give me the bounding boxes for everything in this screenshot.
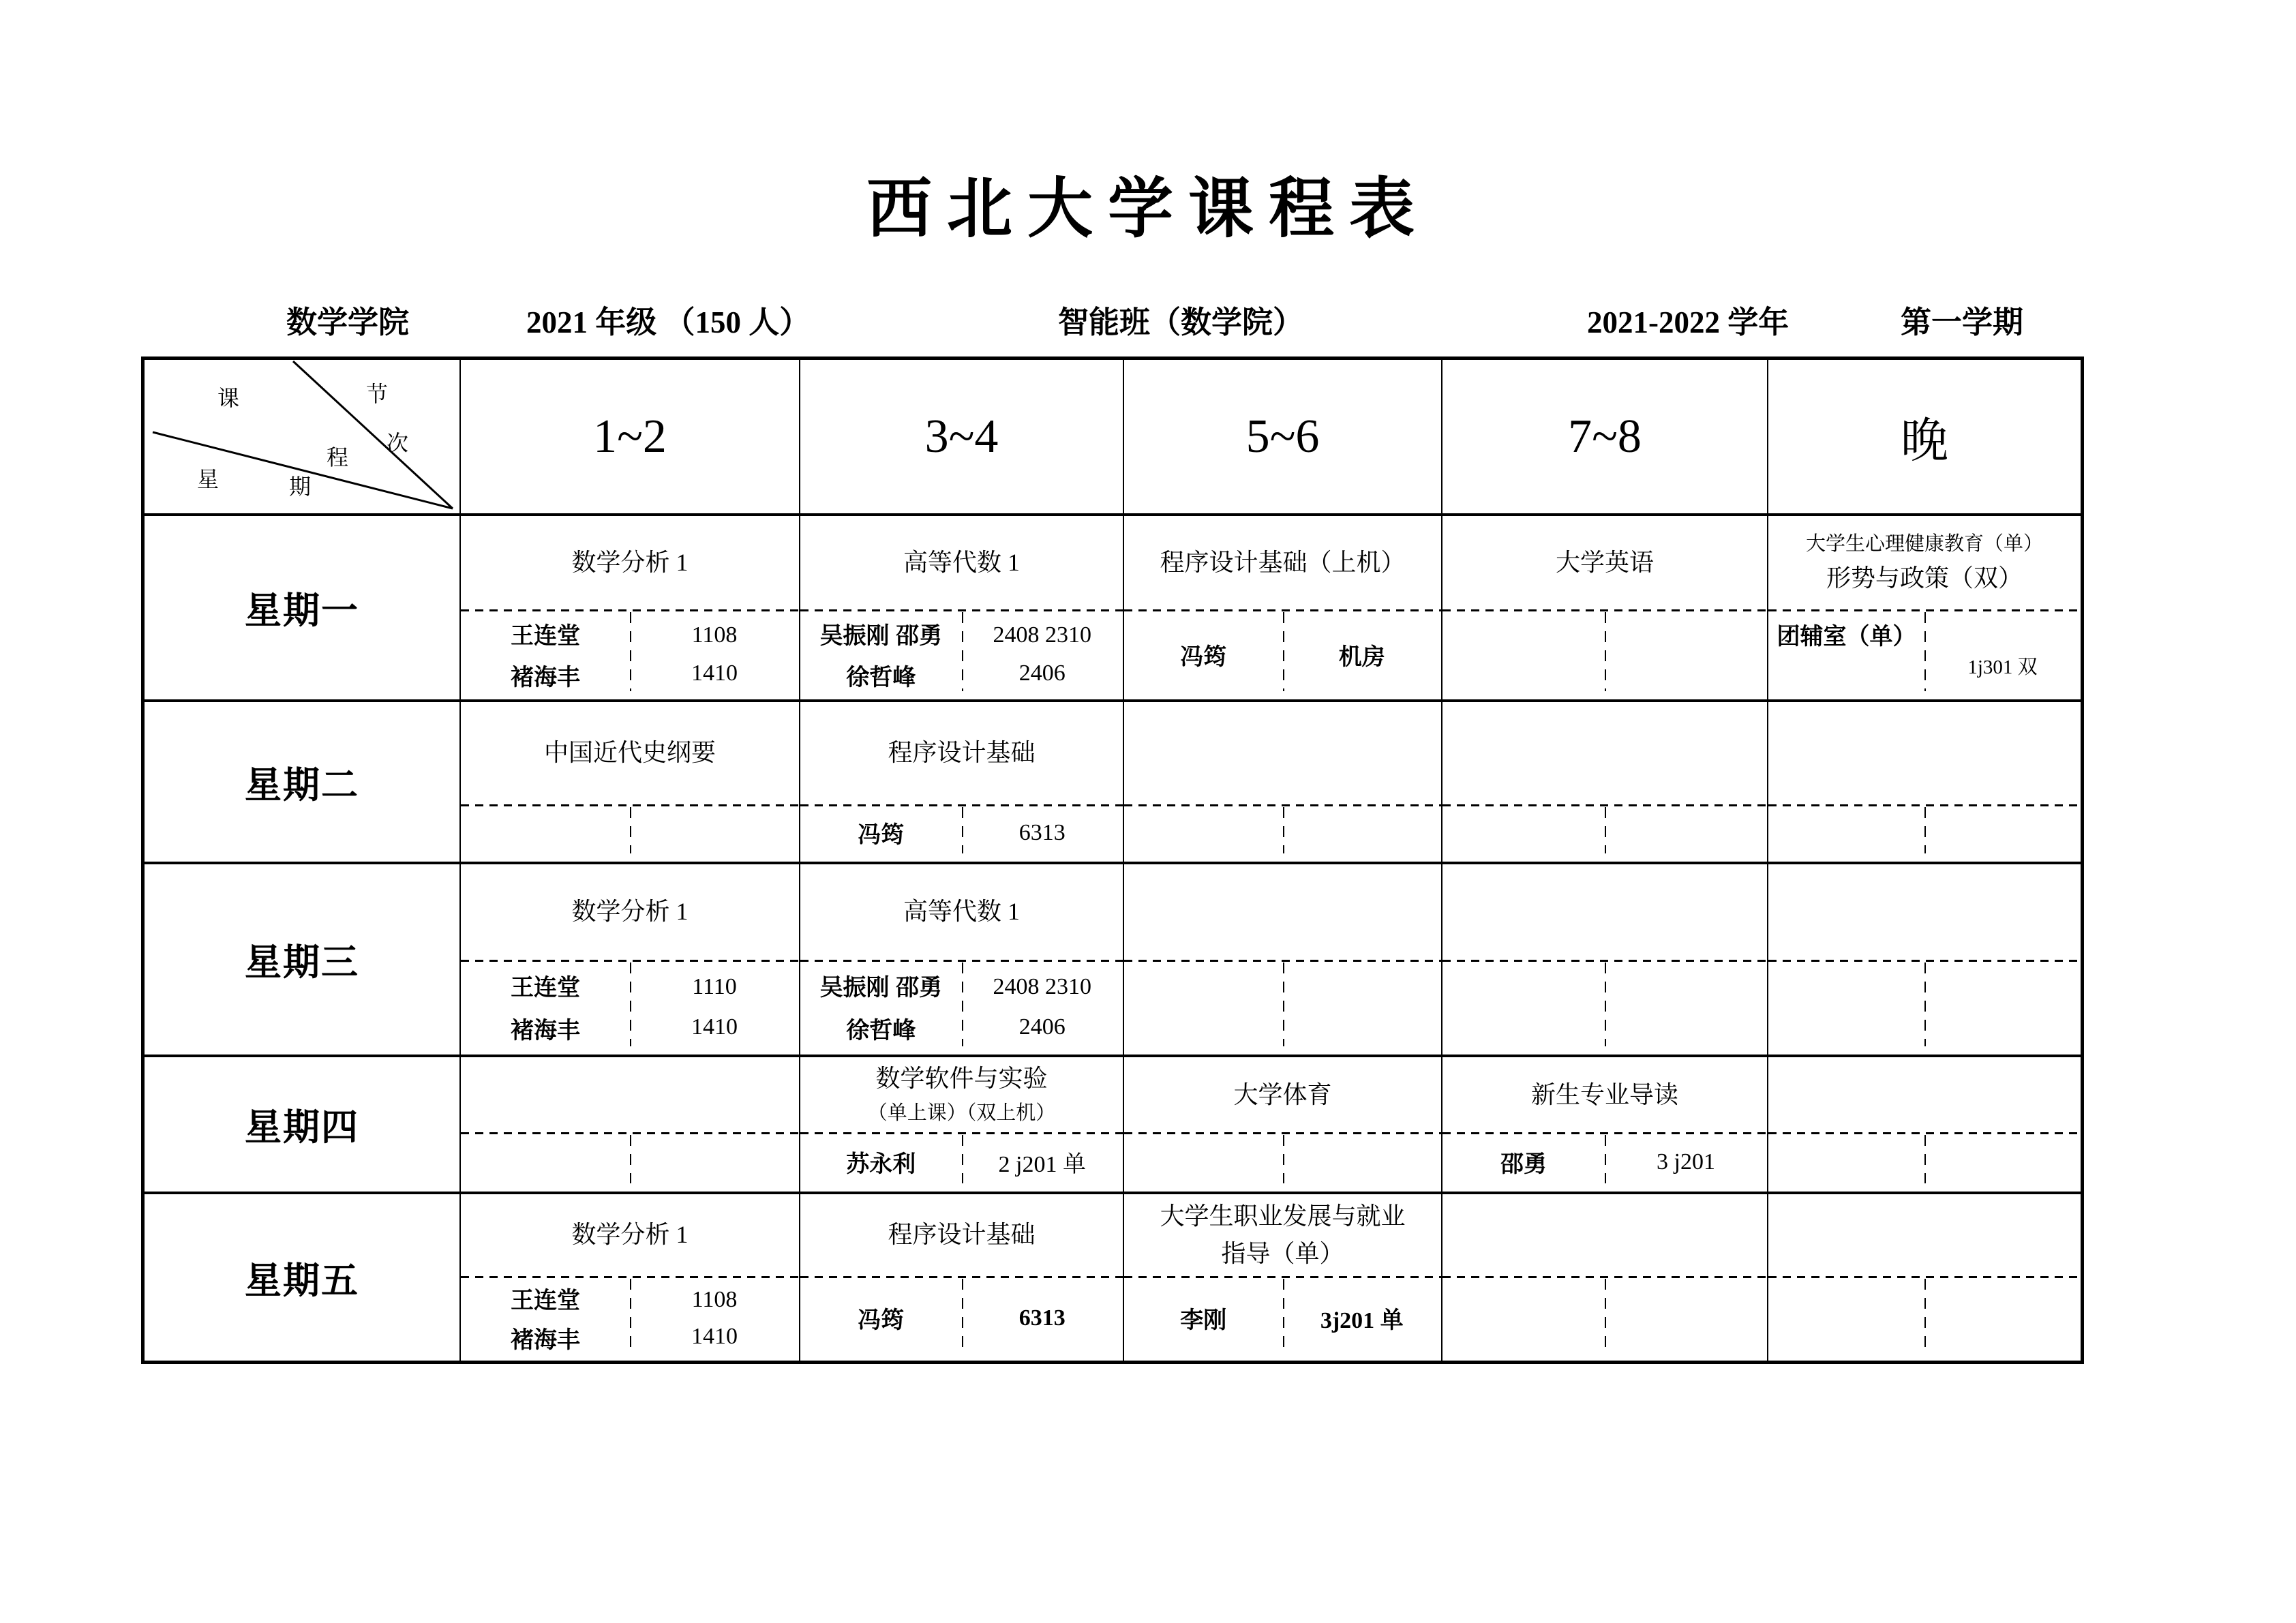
dashed-divider-vertical bbox=[962, 807, 963, 853]
teacher-column bbox=[1124, 804, 1283, 862]
cell-wednesday-evening bbox=[1767, 862, 2081, 1055]
teacher-column bbox=[1124, 1276, 1283, 1361]
course-name: （单上课）（双上机） bbox=[867, 1102, 1056, 1125]
teacher-column bbox=[461, 804, 630, 862]
corner-period-char-2: 次 bbox=[386, 431, 409, 455]
teacher-name: 冯筠 bbox=[858, 1307, 905, 1334]
room-column bbox=[1924, 804, 2081, 862]
course-name: 形势与政策（双） bbox=[1826, 564, 2023, 592]
course-area bbox=[1442, 1057, 1767, 1132]
teacher-name: 褚海丰 bbox=[511, 1018, 580, 1044]
teacher-room-area bbox=[800, 960, 1123, 1055]
room-column bbox=[962, 609, 1123, 699]
timetable-grid bbox=[141, 357, 2084, 1364]
teacher-column bbox=[461, 609, 630, 699]
room-label: 2408 2310 bbox=[993, 973, 1091, 999]
course-area bbox=[1768, 516, 2081, 609]
dashed-divider-vertical bbox=[1605, 612, 1606, 691]
room-label: 6313 bbox=[1018, 819, 1066, 845]
header-col-7-8: 7~8 bbox=[1441, 360, 1767, 513]
corner-period-char-1: 节 bbox=[365, 382, 389, 406]
dashed-divider-vertical bbox=[1283, 962, 1284, 1047]
dashed-divider-vertical bbox=[1924, 962, 1926, 1047]
room-column bbox=[630, 1276, 799, 1361]
cell-thursday-3-4 bbox=[799, 1055, 1123, 1192]
cell-wednesday-3-4 bbox=[799, 862, 1123, 1055]
teacher-name: 李刚 bbox=[1180, 1307, 1227, 1334]
dashed-divider-vertical bbox=[630, 1135, 631, 1183]
cell-tuesday-7-8 bbox=[1441, 699, 1767, 862]
course-area bbox=[800, 702, 1123, 804]
dashed-divider-vertical bbox=[1283, 807, 1284, 853]
teacher-name: 王连堂 bbox=[511, 1288, 580, 1314]
cell-tuesday-evening bbox=[1767, 699, 2081, 862]
teacher-column bbox=[461, 960, 630, 1055]
room-column bbox=[1283, 1276, 1442, 1361]
course-area bbox=[1124, 864, 1441, 960]
teacher-column bbox=[1768, 1132, 1924, 1192]
room-label: 1j301 双 bbox=[1967, 656, 2038, 679]
cell-thursday-1-2 bbox=[459, 1055, 799, 1192]
course-name: 大学生职业发展与就业 bbox=[1160, 1202, 1406, 1230]
cell-tuesday-1-2 bbox=[459, 699, 799, 862]
course-area bbox=[461, 1194, 799, 1276]
teacher-room-area bbox=[1124, 609, 1441, 699]
header-col-3-4: 3~4 bbox=[799, 360, 1123, 513]
teacher-room-area bbox=[461, 1276, 799, 1361]
course-name: 数学分析 1 bbox=[571, 898, 689, 926]
dashed-divider-vertical bbox=[1924, 1135, 1926, 1183]
cell-wednesday-5-6 bbox=[1123, 862, 1441, 1055]
teacher-name: 徐哲峰 bbox=[846, 1018, 916, 1044]
course-area bbox=[1768, 864, 2081, 960]
cell-friday-evening bbox=[1767, 1192, 2081, 1361]
cell-friday-5-6 bbox=[1123, 1192, 1441, 1361]
course-area bbox=[1442, 864, 1767, 960]
teacher-room-area bbox=[1442, 609, 1767, 699]
teacher-room-area bbox=[800, 609, 1123, 699]
header-col-evening: 晚 bbox=[1767, 360, 2081, 513]
dashed-divider-vertical bbox=[1605, 962, 1606, 1047]
room-label: 1110 bbox=[692, 973, 737, 999]
corner-week-char-1: 星 bbox=[196, 467, 220, 491]
teacher-name: 徐哲峰 bbox=[846, 664, 916, 691]
room-label: 3 j201 bbox=[1657, 1149, 1715, 1174]
course-area bbox=[800, 864, 1123, 960]
course-area bbox=[1768, 1057, 2081, 1132]
academic-year-label: 2021-2022 学年 bbox=[1587, 305, 1789, 339]
room-column bbox=[630, 804, 799, 862]
room-label: 机房 bbox=[1338, 644, 1385, 670]
teacher-room-area bbox=[1768, 1276, 2081, 1361]
cell-thursday-5-6 bbox=[1123, 1055, 1441, 1192]
course-area bbox=[1124, 702, 1441, 804]
course-area bbox=[1442, 702, 1767, 804]
course-name: 高等代数 1 bbox=[903, 549, 1020, 576]
cell-tuesday-5-6 bbox=[1123, 699, 1441, 862]
cell-monday-1-2 bbox=[459, 513, 799, 699]
cell-wednesday-7-8 bbox=[1441, 862, 1767, 1055]
course-area bbox=[800, 1194, 1123, 1276]
course-name: 新生专业导读 bbox=[1530, 1080, 1678, 1108]
room-label: 2406 bbox=[1018, 661, 1066, 686]
course-name: 数学软件与实验 bbox=[875, 1065, 1048, 1093]
cell-thursday-7-8 bbox=[1441, 1055, 1767, 1192]
dashed-divider-vertical bbox=[630, 612, 631, 691]
teacher-room-area bbox=[461, 1132, 799, 1192]
room-column bbox=[630, 609, 799, 699]
teacher-name: 冯筠 bbox=[1180, 643, 1227, 670]
dashed-divider-vertical bbox=[1283, 1279, 1284, 1352]
header-col-1-2: 1~2 bbox=[459, 360, 799, 513]
dashed-divider-vertical bbox=[1924, 807, 1926, 853]
course-name: 大学英语 bbox=[1555, 549, 1654, 576]
room-column bbox=[1924, 960, 2081, 1055]
cell-tuesday-3-4 bbox=[799, 699, 1123, 862]
course-name: 数学分析 1 bbox=[571, 549, 689, 576]
room-column bbox=[1924, 1132, 2081, 1192]
course-area bbox=[1442, 1194, 1767, 1276]
course-area bbox=[1124, 1194, 1441, 1276]
room-column bbox=[1605, 1276, 1767, 1361]
grade-label: 2021 年级 （150 人） bbox=[526, 305, 811, 339]
room-label: 2 j201 单 bbox=[998, 1152, 1086, 1178]
teacher-column bbox=[800, 804, 962, 862]
teacher-column bbox=[800, 1276, 962, 1361]
course-area bbox=[461, 516, 799, 609]
cell-friday-7-8 bbox=[1441, 1192, 1767, 1361]
course-name: 数学分析 1 bbox=[571, 1221, 689, 1249]
course-name: 程序设计基础（上机） bbox=[1160, 549, 1406, 576]
teacher-name: 王连堂 bbox=[511, 975, 580, 1001]
room-column bbox=[1605, 804, 1767, 862]
room-column bbox=[630, 1132, 799, 1192]
teacher-name: 吴振刚 邵勇 bbox=[819, 975, 942, 1001]
dashed-divider-vertical bbox=[1605, 807, 1606, 853]
teacher-room-area bbox=[800, 1276, 1123, 1361]
room-column bbox=[1924, 1276, 2081, 1361]
dashed-divider-vertical bbox=[962, 612, 963, 691]
teacher-column bbox=[1124, 609, 1283, 699]
room-column bbox=[1283, 960, 1442, 1055]
room-column bbox=[1283, 804, 1442, 862]
teacher-column bbox=[1768, 960, 1924, 1055]
course-area bbox=[461, 702, 799, 804]
teacher-name: 团辅室（单） bbox=[1777, 624, 1916, 650]
teacher-room-area bbox=[1442, 804, 1767, 862]
course-name: 指导（单） bbox=[1221, 1239, 1344, 1267]
corner-cell bbox=[145, 360, 459, 513]
cell-monday-7-8 bbox=[1441, 513, 1767, 699]
dashed-divider-vertical bbox=[1283, 612, 1284, 691]
course-area bbox=[461, 1057, 799, 1132]
cell-friday-1-2 bbox=[459, 1192, 799, 1361]
room-column bbox=[630, 960, 799, 1055]
teacher-column bbox=[1124, 1132, 1283, 1192]
room-label: 1108 bbox=[691, 1286, 738, 1312]
teacher-room-area bbox=[461, 609, 799, 699]
teacher-room-area bbox=[1124, 1132, 1441, 1192]
header-col-5-6: 5~6 bbox=[1123, 360, 1441, 513]
teacher-room-area bbox=[461, 960, 799, 1055]
room-label: 1410 bbox=[691, 1014, 738, 1040]
day-row-label-thursday: 星期四 bbox=[145, 1055, 459, 1192]
teacher-column bbox=[1768, 1276, 1924, 1361]
teacher-column bbox=[1442, 804, 1605, 862]
page-title: 西北大学课程表 bbox=[866, 172, 1430, 245]
course-area bbox=[1124, 516, 1441, 609]
course-name: 程序设计基础 bbox=[888, 739, 1036, 767]
day-row-label-wednesday: 星期三 bbox=[145, 862, 459, 1055]
teacher-name: 苏永利 bbox=[846, 1151, 916, 1178]
cell-wednesday-1-2 bbox=[459, 862, 799, 1055]
dashed-divider-vertical bbox=[1605, 1135, 1606, 1183]
dashed-divider-vertical bbox=[962, 962, 963, 1047]
room-column bbox=[1605, 1132, 1767, 1192]
dashed-divider-vertical bbox=[962, 1279, 963, 1352]
day-row-label-tuesday: 星期二 bbox=[145, 699, 459, 862]
course-name: 程序设计基础 bbox=[888, 1221, 1036, 1249]
dashed-divider-vertical bbox=[1924, 612, 1926, 691]
room-column bbox=[962, 960, 1123, 1055]
teacher-column bbox=[1768, 804, 1924, 862]
cell-monday-3-4 bbox=[799, 513, 1123, 699]
teacher-column bbox=[1768, 609, 1924, 699]
room-column bbox=[1605, 609, 1767, 699]
teacher-column bbox=[461, 1132, 630, 1192]
teacher-room-area bbox=[800, 1132, 1123, 1192]
corner-course-char-2: 程 bbox=[326, 445, 349, 470]
room-column bbox=[1924, 609, 2081, 699]
teacher-room-area bbox=[1768, 1132, 2081, 1192]
teacher-room-area bbox=[1768, 609, 2081, 699]
teacher-name: 褚海丰 bbox=[511, 1327, 580, 1354]
course-name: 大学生心理健康教育（单） bbox=[1805, 532, 2043, 555]
dashed-divider-vertical bbox=[630, 1279, 631, 1352]
teacher-name: 王连堂 bbox=[511, 623, 580, 650]
course-name: 大学体育 bbox=[1233, 1080, 1332, 1108]
teacher-column bbox=[461, 1276, 630, 1361]
room-column bbox=[962, 804, 1123, 862]
corner-week-char-2: 期 bbox=[288, 474, 312, 499]
dashed-divider-vertical bbox=[630, 962, 631, 1047]
teacher-room-area bbox=[461, 804, 799, 862]
class-name-label: 智能班（数学院） bbox=[1058, 305, 1304, 339]
day-row-label-monday: 星期一 bbox=[145, 513, 459, 699]
course-area bbox=[1442, 516, 1767, 609]
teacher-room-area bbox=[1442, 1132, 1767, 1192]
teacher-name: 吴振刚 邵勇 bbox=[819, 623, 942, 650]
course-area bbox=[1768, 702, 2081, 804]
teacher-room-area bbox=[1124, 804, 1441, 862]
teacher-column bbox=[800, 609, 962, 699]
cell-thursday-evening bbox=[1767, 1055, 2081, 1192]
cell-friday-3-4 bbox=[799, 1192, 1123, 1361]
teacher-room-area bbox=[800, 804, 1123, 862]
course-name: 中国近代史纲要 bbox=[543, 739, 716, 767]
dashed-divider-vertical bbox=[962, 1135, 963, 1183]
teacher-column bbox=[1442, 609, 1605, 699]
course-area bbox=[800, 1057, 1123, 1132]
teacher-name: 邵勇 bbox=[1500, 1151, 1547, 1178]
teacher-name: 褚海丰 bbox=[511, 664, 580, 691]
room-label: 1410 bbox=[691, 661, 738, 686]
teacher-column bbox=[800, 960, 962, 1055]
teacher-column bbox=[1442, 960, 1605, 1055]
dashed-divider-vertical bbox=[1283, 1135, 1284, 1183]
teacher-column bbox=[1442, 1132, 1605, 1192]
teacher-room-area bbox=[1768, 804, 2081, 862]
teacher-column bbox=[1124, 960, 1283, 1055]
teacher-room-area bbox=[1124, 1276, 1441, 1361]
dashed-divider-vertical bbox=[1605, 1279, 1606, 1352]
corner-course-char-1: 课 bbox=[217, 386, 240, 410]
day-row-label-friday: 星期五 bbox=[145, 1192, 459, 1361]
cell-monday-evening bbox=[1767, 513, 2081, 699]
teacher-room-area bbox=[1768, 960, 2081, 1055]
room-label: 2408 2310 bbox=[993, 622, 1091, 648]
room-column bbox=[1605, 960, 1767, 1055]
teacher-room-area bbox=[1124, 960, 1441, 1055]
teacher-column bbox=[1442, 1276, 1605, 1361]
room-label: 1108 bbox=[691, 622, 738, 648]
course-area bbox=[1124, 1057, 1441, 1132]
dashed-divider-vertical bbox=[1924, 1279, 1926, 1352]
teacher-name: 冯筠 bbox=[858, 822, 905, 849]
teacher-column bbox=[800, 1132, 962, 1192]
teacher-room-area bbox=[1442, 960, 1767, 1055]
course-area bbox=[800, 516, 1123, 609]
teacher-room-area bbox=[1442, 1276, 1767, 1361]
dashed-divider-vertical bbox=[630, 807, 631, 853]
room-column bbox=[1283, 609, 1442, 699]
course-area bbox=[461, 864, 799, 960]
cell-monday-5-6 bbox=[1123, 513, 1441, 699]
room-label: 6313 bbox=[1018, 1305, 1066, 1331]
room-column bbox=[962, 1276, 1123, 1361]
room-label: 2406 bbox=[1018, 1014, 1066, 1040]
department-label: 数学学院 bbox=[286, 305, 410, 339]
room-column bbox=[962, 1132, 1123, 1192]
room-label: 3j201 单 bbox=[1320, 1308, 1404, 1334]
course-area bbox=[1768, 1194, 2081, 1276]
semester-label: 第一学期 bbox=[1901, 305, 2024, 339]
room-label: 1410 bbox=[691, 1323, 738, 1349]
room-column bbox=[1283, 1132, 1442, 1192]
course-name: 高等代数 1 bbox=[903, 898, 1020, 926]
